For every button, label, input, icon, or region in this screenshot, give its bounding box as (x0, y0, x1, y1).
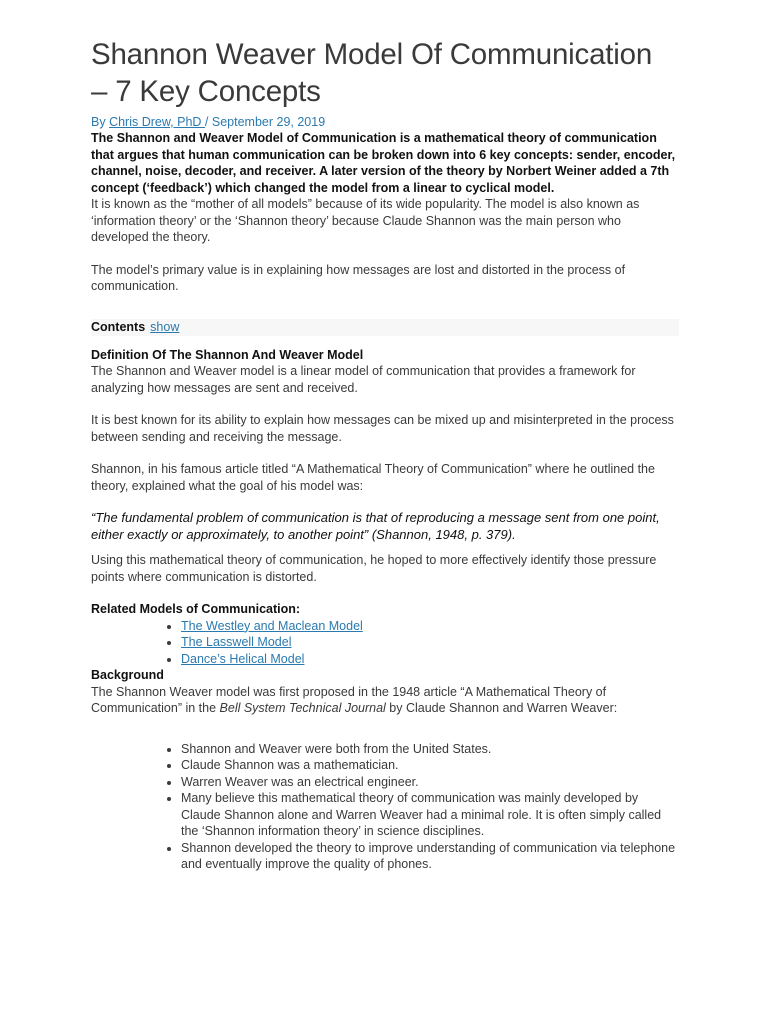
list-item: • Warren Weaver was an electrical engineer. (181, 774, 681, 791)
background-heading: Background (91, 668, 164, 682)
list-item (181, 634, 681, 651)
article-body (91, 36, 681, 873)
related-link-lasswell[interactable]: The Lasswell Model (181, 635, 292, 649)
related-link-dance-helical[interactable]: Dance’s Helical Model (181, 651, 305, 666)
definition-heading: Definition Of The Shannon And Weaver Model (91, 347, 364, 362)
background-bullet-list (91, 741, 681, 873)
title-line-2: – 7 Key Concepts (91, 75, 321, 108)
related-link-westley-maclean[interactable]: The Westley and Maclean Model (181, 618, 363, 633)
list-item (181, 651, 681, 668)
list-item: • Many believe this mathematical theory of communication was mainly developed by Claude Shannon alone and Warren Weaver had a minimal role. It is often simply called the ‘Shannon information theory’ in science disciplines. (181, 790, 681, 840)
intro-paragraph-2: The model’s primary value is in explaining how messages are lost and distorted in the process of communication. (91, 262, 626, 293)
definition-paragraph-3: Shannon, in his famous article titled “A Mathematical Theory of Communication” where he outlined the theory, explained what the goal of his model was: (91, 462, 655, 493)
lead-paragraph: The Shannon and Weaver Model of Communication is a mathematical theory of communication that argues that human communication can be broken down into 6 key concepts: sender, encoder, channel, noise, decoder, and receiver. A later version of the theory by Norbert Weiner added a 7th concept (‘feedback’) which changed the model from a linear to cyclical model. (91, 131, 676, 195)
list-item: • Shannon developed the theory to improve understanding of communication via telephone and eventually improve the quality of phones. (181, 840, 681, 873)
page-title (91, 36, 681, 110)
byline (91, 114, 681, 130)
byline-separator: / (204, 115, 212, 129)
shannon-quote: “The fundamental problem of communication is that of reproducing a message sent from one point, either exactly or approximately, to another point” (Shannon, 1948, p. 379). (91, 510, 660, 542)
definition-paragraph-4: Using this mathematical theory of communication, he hoped to more effectively identify those pressure points where communication is distorted. (91, 553, 657, 584)
table-of-contents (91, 319, 679, 336)
list-item: • Shannon and Weaver were both from the United States. (181, 741, 681, 758)
author-link[interactable]: Chris Drew, PhD (109, 115, 205, 129)
title-line-1: Shannon Weaver Model Of Communication (91, 38, 653, 71)
list-item (181, 618, 681, 635)
byline-prefix: By (91, 115, 110, 129)
intro-paragraph-1: It is known as the “mother of all models” because of its wide popularity. The model is also known as ‘information theory’ or the ‘Shannon theory’ because Claude Shannon was the main person who developed the theory. (91, 197, 640, 244)
related-models-heading: Related Models of Communication: (91, 602, 301, 616)
journal-name: Bell System Technical Journal (219, 701, 386, 715)
publish-date: September 29, 2019 (211, 115, 326, 129)
list-item: • Claude Shannon was a mathematician. (181, 757, 681, 774)
background-text-before: The Shannon Weaver model was first proposed in the 1948 article “A Mathematical Theory of Communication” in the (91, 684, 607, 715)
definition-paragraph-2: It is best known for its ability to explain how messages can be mixed up and misinterpreted in the process between sending and receiving the message. (91, 413, 674, 444)
related-models-list (91, 618, 681, 668)
background-paragraph (91, 684, 681, 717)
contents-show-toggle[interactable]: show (150, 319, 180, 334)
definition-paragraph-1: The Shannon and Weaver model is a linear model of communication that provides a framework for analyzing how messages are sent and received. (91, 364, 636, 395)
background-text-after: by Claude Shannon and Warren Weaver: (385, 701, 618, 715)
contents-label: Contents (91, 319, 146, 334)
